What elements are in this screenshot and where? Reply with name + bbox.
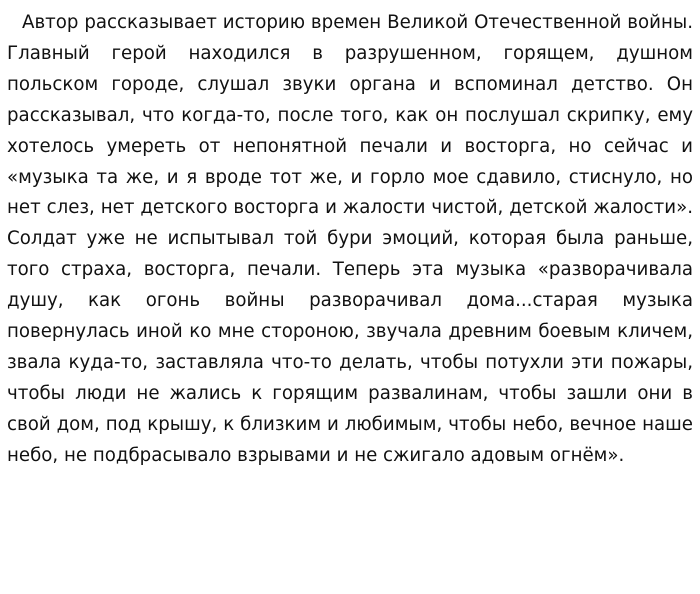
essay-paragraph: Автор рассказывает историю времен Великой Отечественной войны. Главный герой находился в разрушенном, горящем, душном польском городе, слушал звуки органа и вспоминал детство. Он рассказывал, что когда-то, после того, как он послушал скрипку, ему хотелось умереть от непонятной печали и восторга, но сейчас и «музыка та же, и я вроде тот же, и горло мое сдавило, стиснуло, но нет слез, нет детского восторга и жалости чистой, детской жалости». Солдат уже не испытывал той бури эмоций, которая была раньше, того страха, восторга, печали. Теперь эта музыка «разворачивала душу, как огонь войны разворачивал дома...старая музыка повернулась иной ко мне стороною, звучала древним боевым кличем, звала куда-то, заставляла что-то делать, чтобы потухли эти пожары, чтобы люди не жались к горящим развалинам, чтобы зашли они в свой дом, под крышу, к близким и любимым, чтобы небо, вечное наше небо, не подбрасывало взрывами и не сжигало адовым огнём». [7,12,693,466]
document-page [7,8,693,588]
